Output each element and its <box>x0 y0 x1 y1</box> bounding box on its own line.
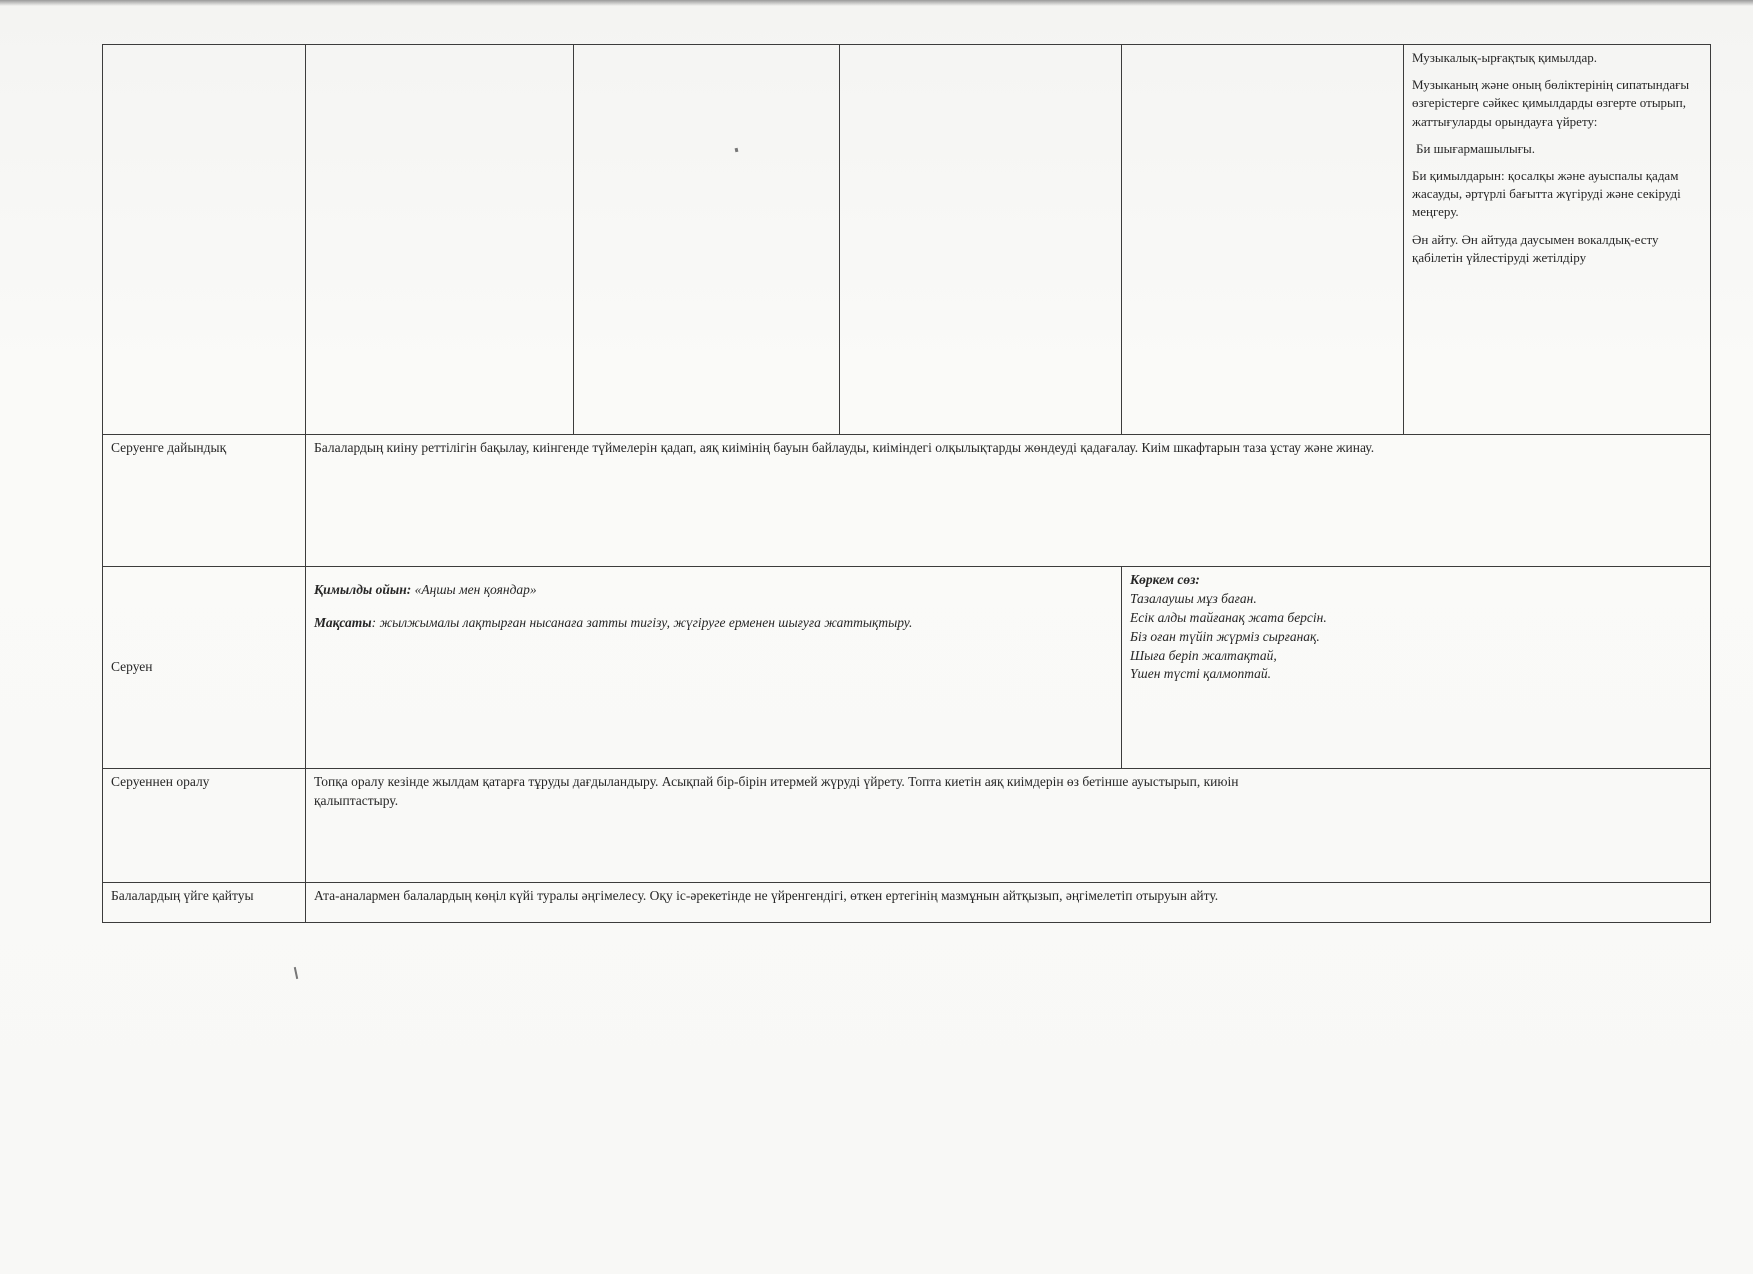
return-text: Топқа оралу кезінде жылдам қатарға тұруды дағдыландыру. Асықпай бір-бірін итермей жүруді үйрету. Топта киетін аяқ киімдерін өз бетінше ауыстырып, киюін қалыптастыру. <box>306 769 1711 883</box>
row-label-going-home: Балалардың үйге қайтуы <box>103 883 306 923</box>
music-rhythm-text: Музыканың және оның бөліктерінің сипатындағы өзгерістерге сәйкес қимылдарды өзгерте отырып, жаттығуларды орындауға үйрету: <box>1412 77 1690 129</box>
table-row-return <box>103 769 1711 883</box>
empty-cell <box>306 45 574 435</box>
goal-text: : жылжымалы лақтырған нысанаға затты тигізу, жүгіруге ерменен шығуға жаттықтыру. <box>371 614 913 630</box>
goal-line <box>314 614 1113 633</box>
table-row-going-home <box>103 883 1711 923</box>
poem-title: Көркем сөз: <box>1130 572 1200 587</box>
row-label-return: Серуеннен оралу <box>103 769 306 883</box>
walk-poem-cell <box>1122 567 1711 769</box>
game-name: «Аңшы мен қояндар» <box>414 582 537 597</box>
poem-line: Біз оған түйіп жүрміз сырғанақ. <box>1130 628 1320 644</box>
empty-cell <box>1122 45 1404 435</box>
poem-line: Үшен түсті қалмоптай. <box>1130 666 1271 682</box>
empty-cell <box>840 45 1122 435</box>
dance-creativity-heading: Би шығармашылығы. <box>1416 140 1536 156</box>
music-activity-cell <box>1404 45 1711 435</box>
poem-line: Шыға беріп жалтақтай, <box>1130 647 1277 663</box>
table-row-walk <box>103 567 1711 769</box>
table-row-activities <box>103 45 1711 435</box>
scan-edge-shadow <box>0 0 1753 6</box>
empty-cell <box>103 45 306 435</box>
daily-plan-table <box>102 44 1711 923</box>
row-label-walk <box>103 567 306 769</box>
music-rhythm-heading: Музыкалық-ырғақтық қимылдар. <box>1412 50 1597 65</box>
scan-speck <box>735 148 739 153</box>
walk-game-cell <box>306 567 1122 769</box>
scan-speck <box>294 967 298 979</box>
empty-cell <box>574 45 840 435</box>
singing-text: Ән айту. Ән айтуда даусымен вокалдық-есту қабілетін үйлестіруді жетілдіру <box>1412 231 1659 265</box>
game-line <box>314 581 1113 600</box>
going-home-text: Ата-аналармен балалардың көңіл күйі туралы әңгімелесу. Оқу іс-әрекетінде не үйренгендігі, өткен ертегінің мазмұнын айтқызып, әңгімелетіп отыруын айту. <box>306 883 1711 923</box>
walk-preparation-text: Балалардың киіну реттілігін бақылау, киінгенде түймелерін қадап, аяқ киімінің бауын байлауды, киіміндегі олқылықтарды жөндеуді қадағалау. Киім шкафтарын таза ұстау және жинау. <box>306 435 1711 567</box>
walk-label-text: Серуен <box>111 659 153 675</box>
poem-line: Тазалаушы мұз баған. <box>1130 590 1257 606</box>
row-label-walk-preparation: Серуенге дайындық <box>103 435 306 567</box>
goal-label: Мақсаты <box>314 614 372 630</box>
table-row-walk-preparation <box>103 435 1711 567</box>
poem-line: Есік алды тайғанақ жата берсін. <box>1130 609 1327 625</box>
game-label: Қимылды ойын: <box>314 582 412 597</box>
dance-movements-text: Би қимылдарын: қосалқы және ауыспалы қадам жасауды, әртүрлі бағытта жүгіруді және секіруді меңгеру. <box>1412 167 1681 220</box>
